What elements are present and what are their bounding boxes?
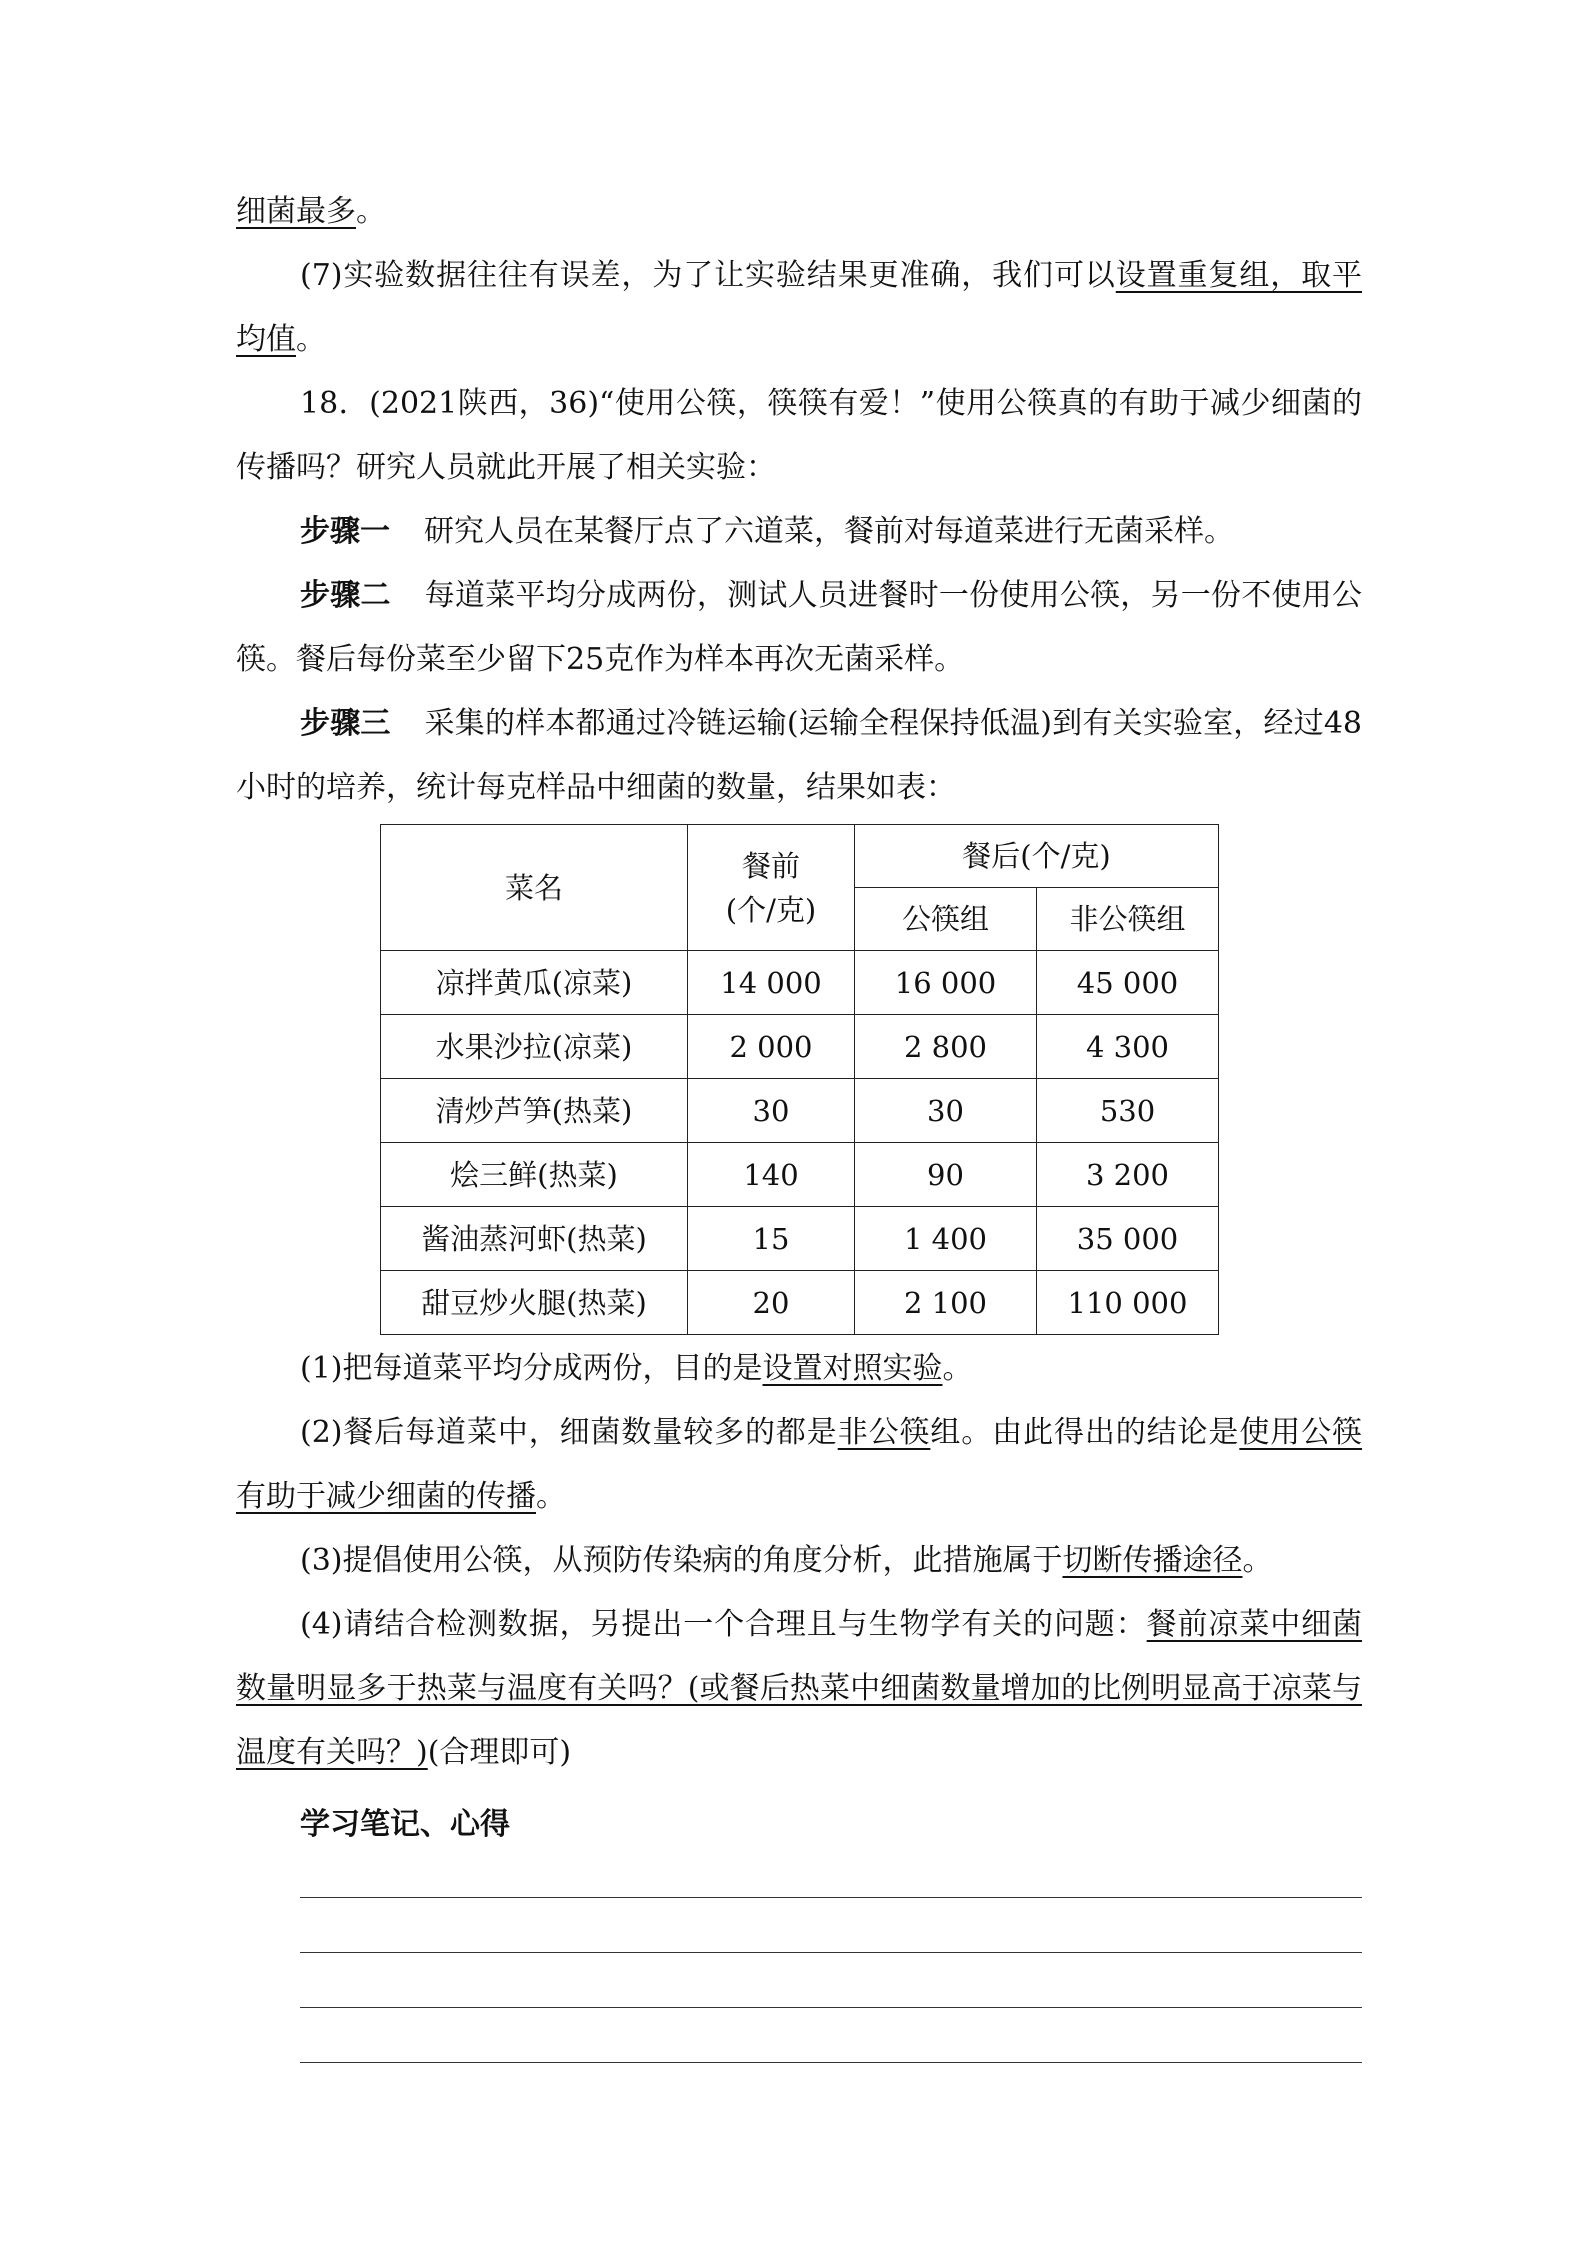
answer-4: (4)请结合检测数据，另提出一个合理且与生物学有关的问题：餐前凉菜中细菌数量明显多于热菜与温度有关吗？(或餐后热菜中细菌数量增加的比例明显高于凉菜与温度有关吗？)(合理即可) [236,1607,1363,1770]
header-public: 公筷组 [855,888,1037,951]
table-row: 清炒芦笋(热菜) 30 30 530 [381,1079,1219,1143]
answer-2: (2)餐后每道菜中，细菌数量较多的都是非公筷组。由此得出的结论是使用公筷有助于减少细菌的传播。 [236,1415,1363,1514]
header-dish: 菜名 [381,825,688,951]
bacteria-count-table [380,824,1219,1335]
table-row: 甜豆炒火腿(热菜) 20 2 100 110 000 [381,1271,1219,1335]
table-row: 烩三鲜(热菜) 140 90 3 200 [381,1143,1219,1207]
note-writing-line [300,1897,1362,1898]
answer-underlined: 切断传播途径 [1062,1543,1243,1578]
step-label: 步骤二 [300,578,391,613]
previous-answer-line: 细菌最多。 [236,194,386,229]
step-1: 步骤一 研究人员在某餐厅点了六道菜，餐前对每道菜进行无菌采样。 [300,514,1234,549]
step-2: 步骤二 每道菜平均分成两份，测试人员进餐时一份使用公筷，另一份不使用公筷。餐后每份菜至少留下25克作为样本再次无菌采样。 [236,578,1363,677]
answer-underlined: 餐前凉菜中细菌数量明显多于热菜与温度有关吗？(或餐后热菜中细菌数量增加的比例明显高于凉菜与温度有关吗？) [236,1607,1363,1770]
table-row: 凉拌黄瓜(凉菜) 14 000 16 000 45 000 [381,951,1219,1015]
step-label: 步骤三 [300,706,391,741]
answer-underlined: 非公筷 [837,1415,931,1450]
table-row: 水果沙拉(凉菜) 2 000 2 800 4 300 [381,1015,1219,1079]
header-after: 餐后(个/克) [855,825,1219,888]
note-writing-line [300,2062,1362,2063]
step-label: 步骤一 [300,514,390,549]
answer-underlined: 细菌最多 [236,194,356,229]
header-nonpublic: 非公筷组 [1037,888,1219,951]
header-before: 餐前 (个/克) [688,825,855,951]
document-page [236,180,1362,2063]
note-writing-line [300,1952,1362,1953]
step-3: 步骤三 采集的样本都通过冷链运输(运输全程保持低温)到有关实验室，经过48小时的培养，统计每克样品中细菌的数量，结果如表： [236,706,1363,805]
question-7: (7)实验数据往往有误差，为了让实验结果更准确，我们可以设置重复组，取平均值。 [236,258,1363,357]
note-writing-line [300,2007,1362,2008]
answer-3: (3)提倡使用公筷，从预防传染病的角度分析，此措施属于切断传播途径。 [300,1543,1273,1578]
question-18-intro: 18．(2021陕西，36)“使用公筷，筷筷有爱！”使用公筷真的有助于减少细菌的传播吗？研究人员就此开展了相关实验： [236,386,1362,485]
table-header-row [381,825,1219,888]
table-row: 酱油蒸河虾(热菜) 15 1 400 35 000 [381,1207,1219,1271]
notes-title: 学习笔记、心得 [300,1807,510,1842]
answer-underlined: 设置对照实验 [762,1351,943,1386]
answer-1: (1)把每道菜平均分成两份，目的是设置对照实验。 [300,1351,973,1386]
answer-underlined: 设置重复组，取平均值 [236,258,1363,357]
answer-underlined: 使用公筷有助于减少细菌的传播 [236,1415,1363,1514]
